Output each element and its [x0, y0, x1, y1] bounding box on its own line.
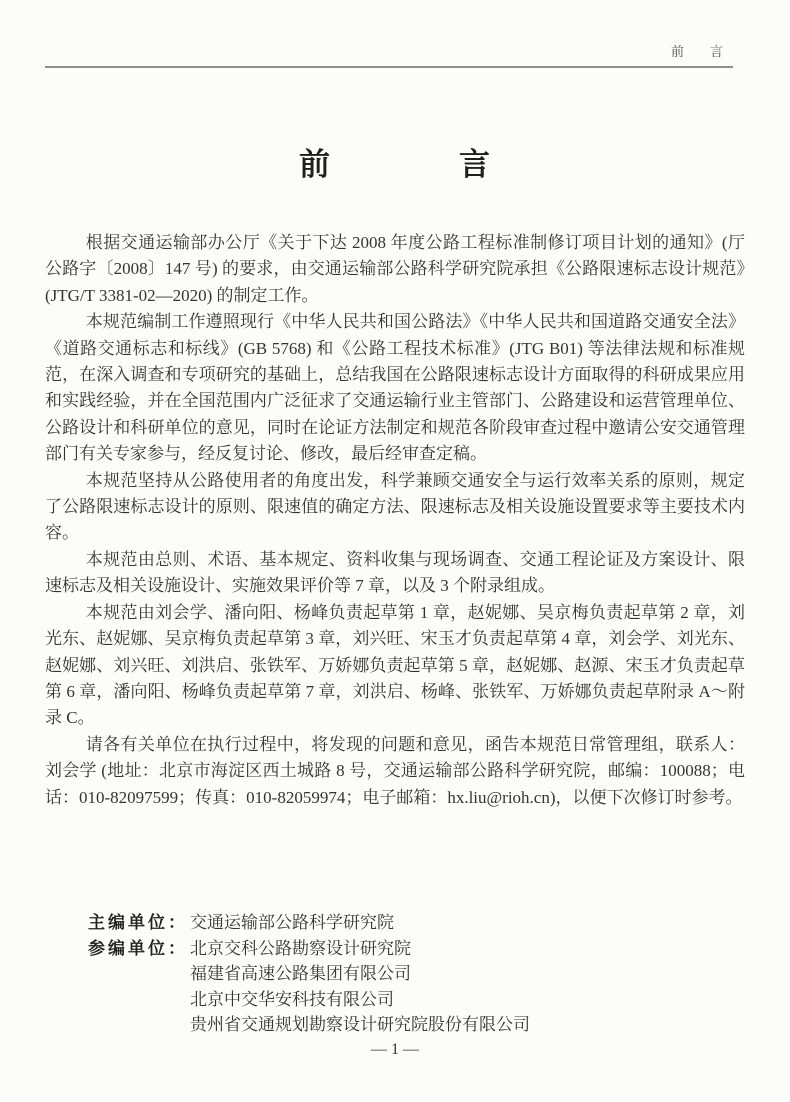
participating-unit-value: 贵州省交通规划勘察设计研究院股份有限公司: [190, 1015, 530, 1034]
paragraph-authors: 本规范由刘会学、潘向阳、杨峰负责起草第 1 章，赵妮娜、吴京梅负责起草第 2 章，刘光东、赵妮娜、吴京梅负责起草第 3 章，刘兴旺、宋玉才负责起草第 4 章，刘会学、刘光东、赵妮娜、刘兴旺、刘洪启、张铁军、万娇娜负责起草第 5 章，赵妮娜、赵源、宋玉才负责起草第 6 章，潘向阳、杨峰负责起草第 7 章，刘洪启、杨峰、张铁军、万娇娜负责起草附录 A～附录 C。: [45, 602, 745, 728]
chief-editor-label: 主编单位：: [88, 913, 188, 932]
editing-units-section: [88, 910, 748, 1038]
paragraph-basis: 根据交通运输部办公厅《关于下达 2008 年度公路工程标准制修订项目计划的通知》(厅公路字〔2008〕147 号) 的要求，由交通运输部公路科学研究院承担《公路限速标志设计规范》(JTG/T 3381-02—2020) 的制定工作。: [45, 233, 745, 305]
paragraph-principles: 本规范坚持从公路使用者的角度出发，科学兼顾交通安全与运行效率关系的原则，规定了公路限速标志设计的原则、限速值的确定方法、限速标志及相关设施设置要求等主要技术内容。: [45, 470, 745, 543]
participating-unit-value: 福建省高速公路集团有限公司: [190, 964, 411, 983]
participating-units-label: 参编单位：: [88, 938, 188, 958]
paragraph-feedback-contact: 请各有关单位在执行过程中，将发现的问题和意见，函告本规范日常管理组，联系人：刘会学 (地址：北京市海淀区西土城路 8 号，交通运输部公路科学研究院，邮编：100088；电话：010-82097599；传真：010-82059974；电子邮箱：hx.liu@rioh.cn)，以便下次修订时参考。: [45, 734, 745, 807]
chief-editor-value: 交通运输部公路科学研究院: [190, 913, 394, 932]
participating-unit-row: [88, 1012, 748, 1038]
running-head: [45, 44, 733, 68]
header-rule: [45, 66, 733, 68]
page-footer: [45, 1041, 745, 1059]
document-body: [45, 230, 745, 811]
participating-unit-row: [88, 961, 748, 987]
page-title: 前 言: [299, 147, 491, 182]
participating-unit-value: 北京中交华安科技有限公司: [190, 989, 394, 1009]
paragraph-structure: 本规范由总则、术语、基本规定、资料收集与现场调查、交通工程论证及方案设计、限速标志及相关设施设计、实施效果评价等 7 章，以及 3 个附录组成。: [45, 549, 745, 596]
participating-unit-row: [88, 936, 748, 962]
chief-editor-row: [88, 910, 748, 936]
page-number: — 1 —: [371, 1041, 419, 1058]
paragraph-drafting-process: 本规范编制工作遵照现行《中华人民共和国公路法》《中华人民共和国道路交通安全法》《道路交通标志和标线》(GB 5768) 和《公路工程技术标准》(JTG B01) 等法律法规和标准规范，在深入调查和专项研究的基础上，总结我国在公路限速标志设计方面取得的科研成果应用和实践经验，并在全国范围内广泛征求了交通运输行业主管部门、公路建设和运营管理单位、公路设计和科研单位的意见，同时在论证方法制定和规范各阶段审查过程中邀请公安交通管理部门有关专家参与，经反复讨论、修改，最后经审查定稿。: [45, 312, 745, 464]
participating-unit-value: 北京交科公路勘察设计研究院: [190, 938, 411, 958]
participating-unit-row: [88, 987, 748, 1013]
running-head-title: 前 言: [670, 44, 723, 59]
